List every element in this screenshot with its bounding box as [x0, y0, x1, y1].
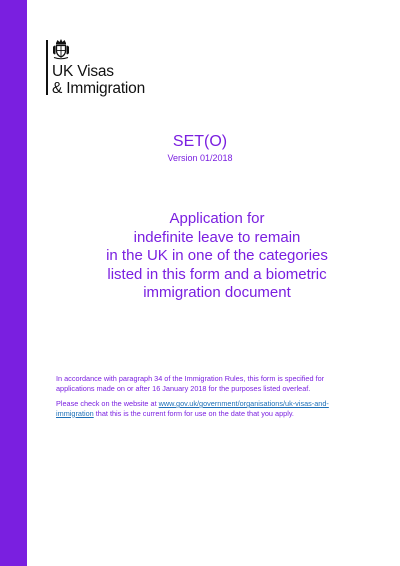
logo-text-line-2: & Immigration — [52, 80, 146, 97]
immigration-rules-note — [56, 374, 368, 393]
left-accent-bar — [0, 0, 27, 566]
form-title-line: in the UK in one of the categories — [106, 247, 328, 264]
uk-visas-immigration-logo — [46, 38, 166, 98]
note-line — [56, 399, 368, 409]
note-text: that this is the current form for use on the date that you apply. — [93, 408, 294, 418]
current-form-check-note — [56, 399, 368, 418]
note-line: In accordance with paragraph 34 of the Immigration Rules, this form is specified for — [56, 374, 325, 383]
note-line — [56, 409, 368, 419]
form-version: Version 01/2018 — [167, 153, 233, 163]
royal-crest-icon — [52, 38, 70, 60]
form-title — [40, 210, 394, 303]
form-title-line: indefinite leave to remain — [133, 228, 301, 246]
logo-divider-rule — [46, 40, 48, 95]
form-code: SET(O) — [172, 133, 228, 150]
form-title-line: Application for — [169, 210, 265, 227]
note-line: applications made on or after 16 January 2018 for the purposes listed overleaf. — [56, 383, 311, 393]
gov-uk-website-link-continued[interactable]: immigration — [56, 408, 94, 418]
gov-uk-website-link[interactable]: www.gov.uk/government/organisations/uk-visas-and- — [158, 399, 329, 408]
form-title-line: listed in this form and a biometric — [107, 265, 327, 283]
logo-text-line-1: UK Visas — [52, 63, 114, 80]
note-text: Please check on the website at — [56, 399, 159, 408]
form-title-line: immigration document — [143, 284, 291, 301]
